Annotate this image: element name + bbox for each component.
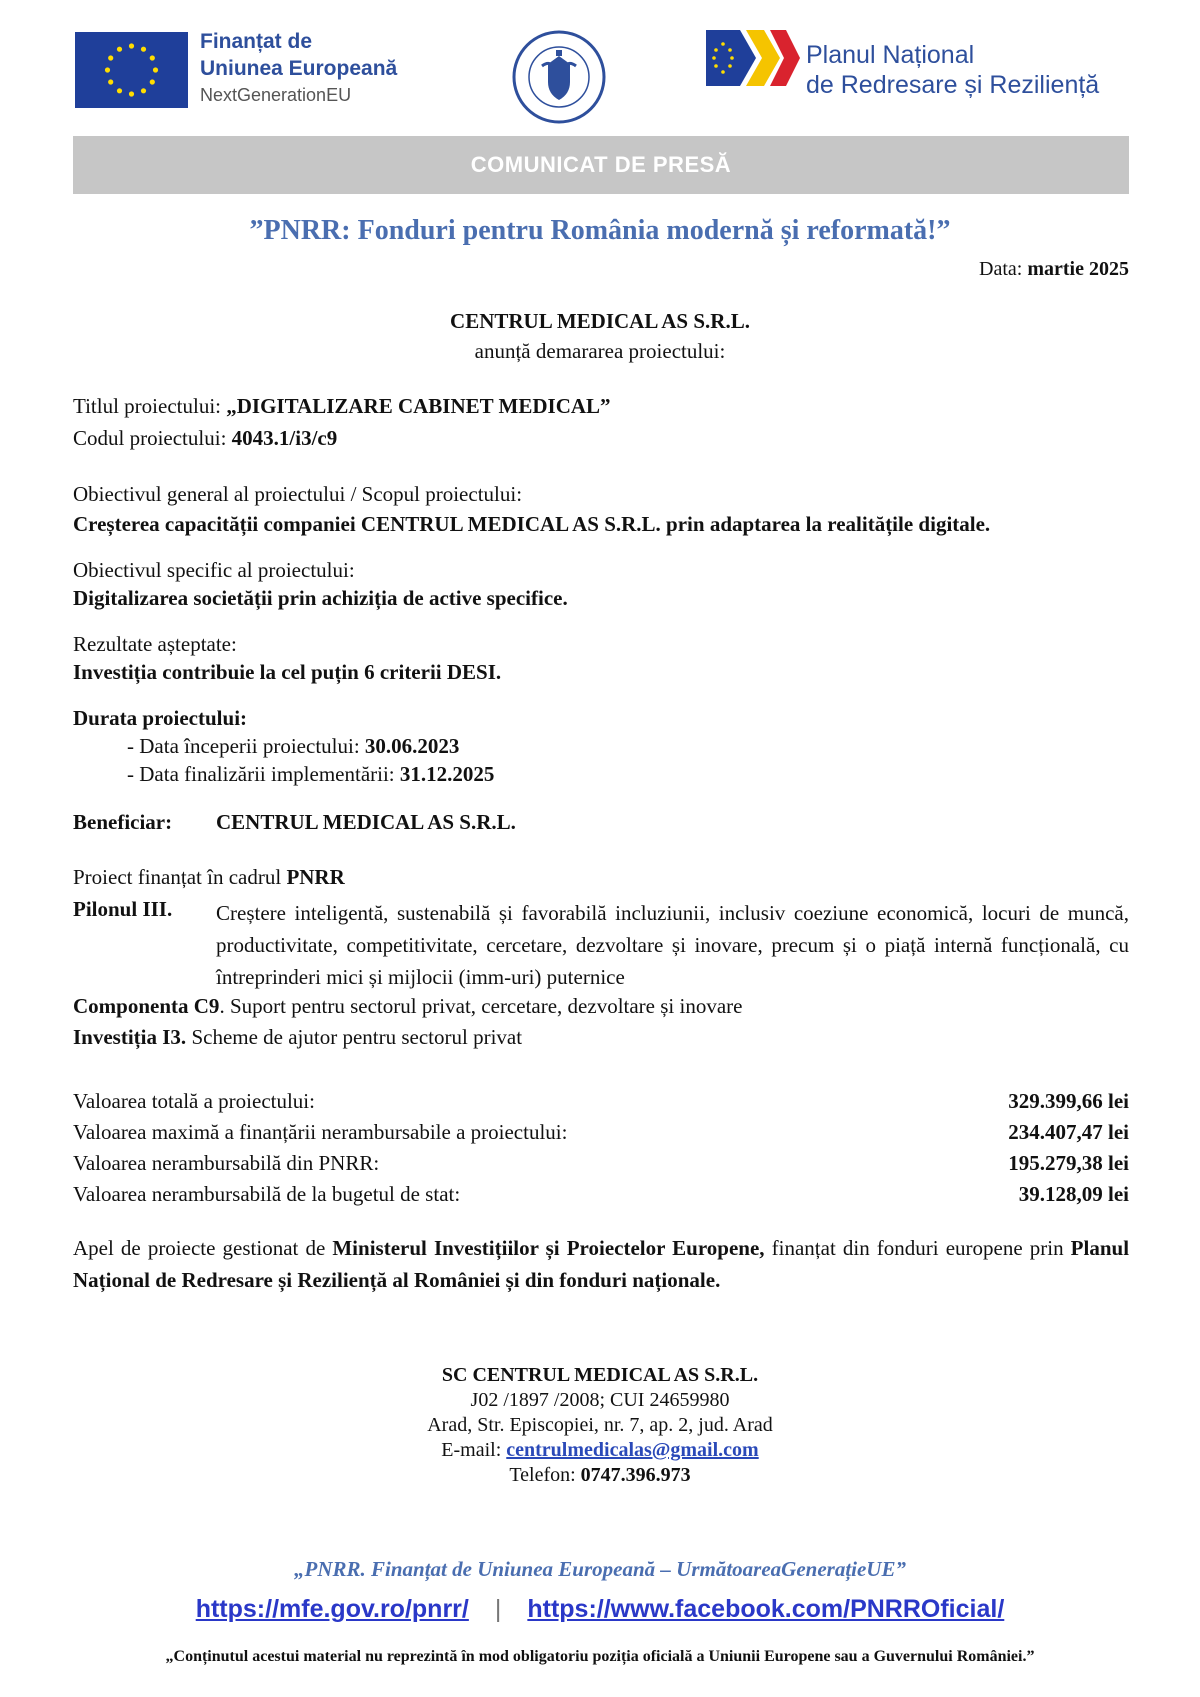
pilon-block (73, 897, 1129, 993)
pilon-text: Creștere inteligentă, sustenabilă și favorabilă incluziunii, inclusiv coeziune economică, locuri de muncă, productivitate, competitivitate, cercetare, dezvoltare și inovare, precum și o piață internă funcțională, cu întreprinderi mici și mijlocii (imm-uri) puternice (216, 901, 1129, 989)
value-amount: 195.279,38 lei (1008, 1151, 1129, 1175)
value-row (73, 1120, 1129, 1145)
start-date-value: 30.06.2023 (364, 734, 460, 758)
eu-line-1: Finanțat de (200, 30, 313, 53)
facebook-pnrr-link[interactable]: https://www.facebook.com/PNRROficial/ (527, 1595, 1005, 1623)
pilon-label: Pilonul III. (73, 897, 173, 921)
beneficiary-label: Beneficiar: (73, 810, 173, 834)
footer-slogan: „PNRR. Finanțat de Uniunea Europeană – UrmătoareaGenerațieUE” (294, 1557, 906, 1581)
value-row (73, 1089, 1129, 1114)
pnrr-flag-icon (706, 30, 800, 86)
call-text-1: Apel de proiecte gestionat de (73, 1236, 326, 1260)
eu-line-3: NextGenerationEU (200, 85, 352, 105)
contact-phone (0, 1463, 1200, 1488)
pnrr-logo-text (806, 40, 1099, 100)
release-date (979, 258, 1129, 281)
headline: ”PNRR: Fonduri pentru România modernă și reformată!” (249, 215, 951, 246)
project-title (73, 394, 611, 419)
contact-address: Arad, Str. Episcopiei, nr. 7, ap. 2, jud. Arad (427, 1414, 773, 1436)
project-code-value: 4043.1/i3/c9 (231, 426, 338, 450)
call-ministry: Ministerul Investițiilor și Proiectelor Europene, (332, 1236, 765, 1260)
investment-label: Investiția I3. (73, 1025, 187, 1049)
pnrr-line-2: de Redresare și Reziliență (806, 71, 1100, 99)
project-code (73, 426, 337, 451)
eu-flag-logo (75, 32, 188, 108)
email-link[interactable]: centrulmedicalas@gmail.com (506, 1439, 759, 1461)
value-label: Valoarea nerambursabilă de la bugetul de stat: (73, 1182, 461, 1206)
funding-intro (73, 865, 345, 890)
end-date-label: - Data finalizării implementării: (127, 762, 395, 786)
call-plan: Planul Național de Redresare și Reziliență al României și din fonduri naționale. (73, 1236, 1130, 1292)
component-text: . Suport pentru sectorul privat, cercetare, dezvoltare și inovare (219, 994, 743, 1018)
disclaimer: „Conținutul acestui material nu reprezintă în mod obligatoriu poziția oficială a Uniunii Europene sau a Guvernului României.” (165, 1648, 1035, 1665)
mfe-pnrr-link[interactable]: https://mfe.gov.ro/pnrr/ (195, 1595, 469, 1623)
investment-line (73, 1025, 522, 1050)
pnrr-line-1: Planul Național (806, 41, 975, 69)
call-text-2: finanțat din fonduri europene prin (771, 1236, 1064, 1260)
specific-objective-label: Obiectivul specific al proiectului: (73, 558, 355, 582)
start-date-item (127, 732, 494, 760)
project-title-value: „DIGITALIZARE CABINET MEDICAL” (226, 394, 611, 418)
eu-funding-logo-text (200, 28, 397, 108)
contact-registration: J02 /1897 /2008; CUI 24659980 (470, 1389, 730, 1411)
component-label: Componenta C9 (73, 994, 220, 1018)
phone-value: 0747.396.973 (580, 1464, 691, 1486)
eu-stars-icon (75, 32, 188, 108)
value-amount: 234.407,47 lei (1008, 1120, 1129, 1144)
project-title-label: Titlul proiectului: (73, 394, 221, 418)
value-amount: 329.399,66 lei (1008, 1089, 1129, 1113)
press-release-banner: COMUNICAT DE PRESĂ (73, 136, 1129, 194)
value-label: Valoarea maximă a finanțării nerambursabile a proiectului: (73, 1120, 568, 1144)
general-objective-value: Creșterea capacității companiei CENTRUL MEDICAL AS S.R.L. prin adaptarea la realitățile digitale. (73, 512, 991, 536)
component-line (73, 994, 742, 1019)
email-label: E-mail: (441, 1439, 502, 1461)
duration-label: Durata proiectului: (73, 706, 248, 730)
beneficiary (73, 810, 516, 835)
value-label: Valoarea nerambursabilă din PNRR: (73, 1151, 380, 1175)
announce-text: anunță demararea proiectului: (474, 339, 726, 363)
value-row (73, 1151, 1129, 1176)
pnrr-flag-logo (706, 30, 800, 86)
project-code-label: Codul proiectului: (73, 426, 227, 450)
end-date-item (127, 760, 494, 788)
phone-label: Telefon: (509, 1464, 576, 1486)
funding-intro-text: Proiect finanțat în cadrul (73, 865, 282, 889)
government-seal-logo (512, 30, 606, 124)
value-amount: 39.128,09 lei (1018, 1182, 1129, 1206)
start-date-label: - Data începerii proiectului: (127, 734, 360, 758)
date-label: Data: (979, 258, 1023, 280)
funding-intro-bold: PNRR (286, 865, 345, 889)
contact-email (0, 1438, 1200, 1463)
value-row (73, 1182, 1129, 1207)
contact-name: SC CENTRUL MEDICAL AS S.R.L. (441, 1364, 759, 1386)
beneficiary-value: CENTRUL MEDICAL AS S.R.L. (216, 810, 516, 834)
results-value: Investiția contribuie la cel puțin 6 criterii DESI. (73, 660, 502, 684)
footer-links (0, 1595, 1200, 1624)
contact-block (0, 1363, 1200, 1488)
investment-text: Scheme de ajutor pentru sectorul privat (191, 1025, 523, 1049)
end-date-value: 31.12.2025 (399, 762, 495, 786)
general-objective-label: Obiectivul general al proiectului / Scopul proiectului: (73, 482, 523, 506)
link-separator: | (494, 1595, 502, 1623)
eu-line-2: Uniunea Europeană (200, 57, 398, 80)
value-label: Valoarea totală a proiectului: (73, 1089, 315, 1113)
company-name: CENTRUL MEDICAL AS S.R.L. (450, 309, 750, 333)
date-value: martie 2025 (1027, 258, 1129, 280)
duration-list (127, 732, 494, 788)
romania-coat-of-arms-icon (512, 30, 606, 124)
call-paragraph (73, 1232, 1129, 1296)
specific-objective-value: Digitalizarea societății prin achiziția de active specifice. (73, 586, 568, 610)
results-label: Rezultate așteptate: (73, 632, 237, 656)
